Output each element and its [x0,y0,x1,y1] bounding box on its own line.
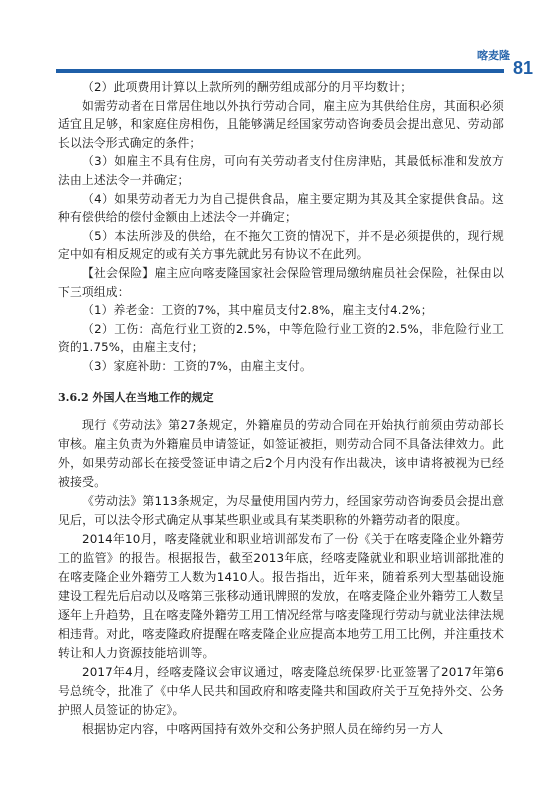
header-rule [56,69,504,73]
paragraph: （2）此项费用计算以上款所列的酬劳组成部分的月平均数计； [82,80,413,94]
paragraph: 【社会保险】雇主应向喀麦隆国家社会保险管理局缴纳雇员社会保险，社保由以下三项组成： [58,265,504,299]
paragraph: 现行《劳动法》第27条规定，外籍雇员的劳动合同在开始执行前须由劳动部长审核。雇主负责为外籍雇员申请签证，如签证被拒，则劳动合同不具备法律效力。此外，如果劳动部长在接受签证申请之后2个月内没有作出裁决，该申请将被视为已经被接受。 [58,417,504,489]
paragraph: 2017年4月，经喀麦隆议会审议通过，喀麦隆总统保罗·比亚签署了2017年第6号总统令，批准了《中华人民共和国政府和喀麦隆共和国政府关于互免持外交、公务护照人员签证的协定》。 [58,664,504,717]
section-employer-obligations [58,78,504,376]
page-number: 81 [513,58,534,78]
paragraph: 根据协定内容，中喀两国持有效外交和公务护照人员在缔约另一方人 [82,721,444,736]
paragraph: 《劳动法》第113条规定，为尽量使用国内劳力，经国家劳动咨询委员会提出意见后，可以法令形式确定从事某些职业或具有某类职称的外籍劳动者的限度。 [58,493,504,527]
paragraph: （1）养老金：工资的7%，其中雇员支付2.8%，雇主支付4.2%； [82,303,433,318]
paragraph: 如需劳动者在日常居住地以外执行劳动合同，雇主应为其供给住房，其面积必须适宜且足够，和家庭住房相伤，且能够满足经国家劳动咨询委员会提出意见、劳动部长以法令形式确定的条件； [58,98,504,150]
running-header-label: 喀麦隆 [477,49,510,62]
paragraph: （5）本法所涉及的供给，在不拖欠工资的情况下，并不是必须提供的，现行规定中如有相反规定的或有关方事先就此另有协议不在此列。 [58,228,504,262]
paragraph: （3）如雇主不具有住房，可向有关劳动者支付住房津贴，其最低标准和发放方法由上述法令一并确定； [58,154,504,187]
paragraph: （4）如果劳动者无力为自己提供食品，雇主要定期为其及其全家提供食品。这种有偿供给的偿付金额由上述法令一并确定； [58,191,504,225]
paragraph: 2014年10月，喀麦隆就业和职业培训部发布了一份《关于在喀麦隆企业外籍劳工的监管》的报告。根据报告，截至2013年底，经喀麦隆就业和职业培训部批准的在喀麦隆企业外籍劳工人数为1410人。报告指出，近年来，随着系列大型基础设施建设工程先后启动以及喀第三张移动通讯牌照的发放，在喀麦隆企业外籍劳工人数呈逐年上升趋势，且在喀麦隆外籍劳工用工情况经常与喀麦隆现行劳动与就业法律法规相违背。对此，喀麦隆政府提醒在喀麦隆企业应提高本地劳工用工比例，并注重技术转让和人力资源技能培训等。 [58,531,504,660]
section-heading: 3.6.2 外国人在当地工作的规定 [58,390,214,404]
page-body [58,78,504,739]
paragraph: （2）工伤：高危行业工资的2.5%，中等危险行业工资的2.5%，非危险行业工资的1.75%，由雇主支付； [58,321,504,355]
paragraph: （3）家庭补助：工资的7%，由雇主支付。 [82,358,312,373]
section-foreign-workers [58,416,504,739]
